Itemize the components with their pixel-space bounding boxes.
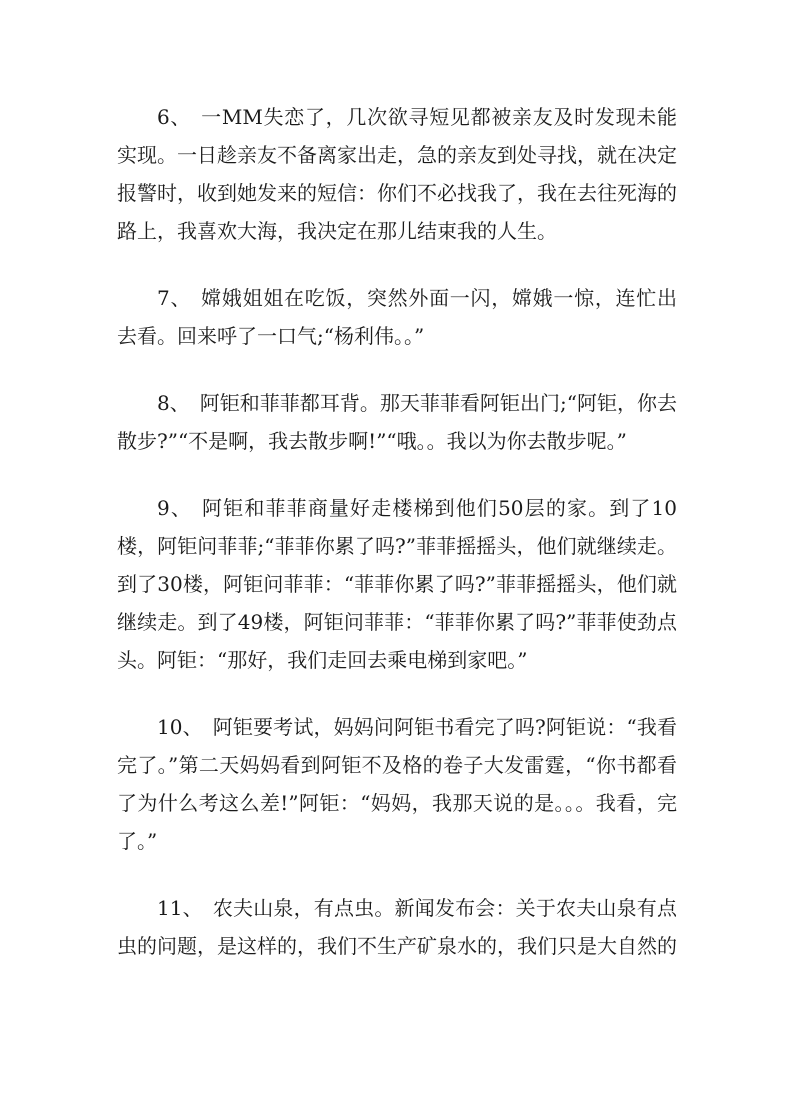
joke-paragraph-10 [117, 708, 677, 860]
joke-paragraph-7 [117, 279, 677, 355]
paragraph-number: 11、 [157, 896, 203, 920]
paragraph-text: 阿钜和菲菲都耳背。那天菲菲看阿钜出门;“阿钜，你去散步?”“不是啊，我去散步啊!”“哦。。我以为你去散步呢。” [117, 391, 677, 453]
joke-paragraph-8 [117, 384, 677, 460]
paragraph-number: 6、 [157, 105, 192, 129]
paragraph-text: 嫦娥姐姐在吃饭，突然外面一闪，嫦娥一惊，连忙出去看。回来呼了一口气;“杨利伟。。” [117, 286, 677, 348]
paragraph-number: 9、 [157, 496, 193, 520]
paragraph-number: 7、 [157, 286, 192, 310]
paragraph-text: 农夫山泉，有点虫。新闻发布会：关于农夫山泉有点虫的问题，是这样的，我们不生产矿泉水的，我们只是大自然的 [117, 896, 677, 958]
paragraph-number: 10、 [157, 715, 203, 739]
joke-paragraph-11 [117, 889, 677, 965]
document-body [117, 98, 677, 994]
paragraph-text: 一MM失恋了，几次欲寻短见都被亲友及时发现未能实现。一日趁亲友不备离家出走，急的亲友到处寻找，就在决定报警时，收到她发来的短信：你们不必找我了，我在去往死海的路上，我喜欢大海，我决定在那儿结束我的人生。 [117, 105, 677, 243]
paragraph-text: 阿钜要考试，妈妈问阿钜书看完了吗?阿钜说：“我看完了。”第二天妈妈看到阿钜不及格的卷子大发雷霆，“你书都看了为什么考这么差!”阿钜：“妈妈，我那天说的是。。。我看，完了。” [117, 715, 678, 853]
joke-paragraph-9 [117, 489, 677, 679]
paragraph-number: 8、 [157, 391, 190, 415]
paragraph-text: 阿钜和菲菲商量好走楼梯到他们50层的家。到了10楼，阿钜问菲菲;“菲菲你累了吗?”菲菲摇摇头，他们就继续走。到了30楼，阿钜问菲菲：“菲菲你累了吗?”菲菲摇摇头，他们就继续走。到了49楼，阿钜问菲菲：“菲菲你累了吗?”菲菲使劲点头。阿钜：“那好，我们走回去乘电梯到家吧。” [117, 496, 677, 672]
joke-paragraph-6 [117, 98, 677, 250]
